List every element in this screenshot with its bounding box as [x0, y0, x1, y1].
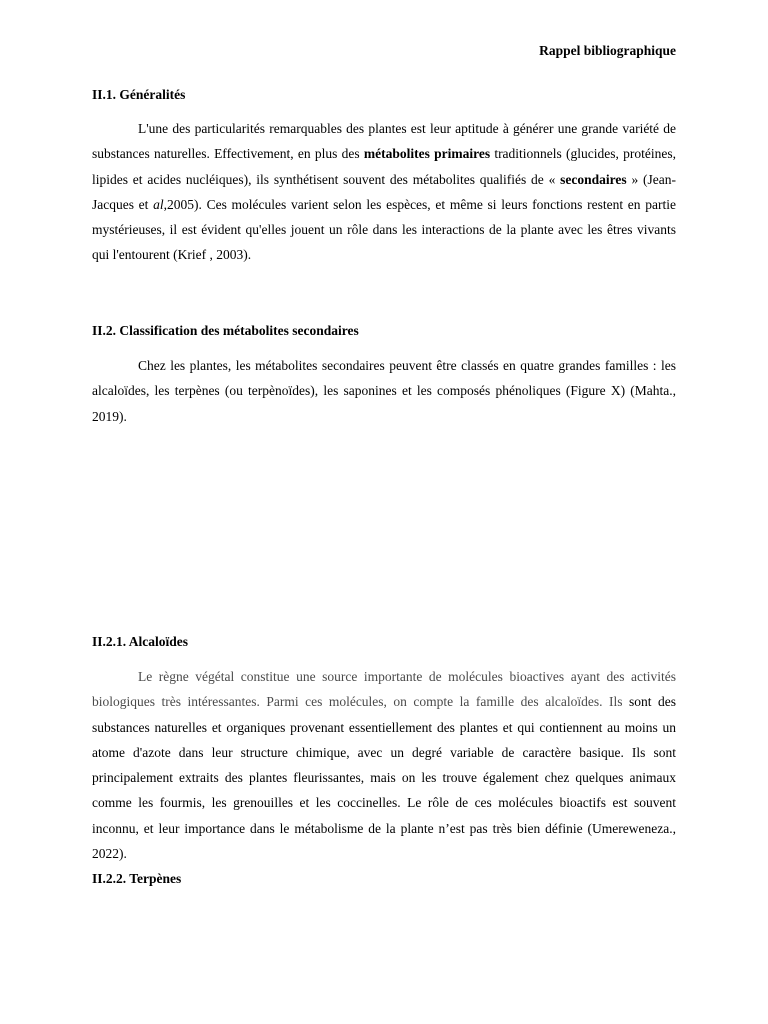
text-run: sont des substances naturelles et organiques provenant essentiellement des plantes et qui contiennent au moins un atome d'azote dans leur structure chimique, avec un degré variable de caractère basique. Ils sont principalement extraits des plantes fleurissantes, mais on les trouve également chez quelques animaux comme les fourmis, les grenouilles et les coccinelles. Le rôle de ces molécules bioactifs est souvent inconnu, et leur importance dans le métabolisme de la plante n’est pas très bien définie (Umereweneza., 2022).	[92, 694, 676, 862]
bold-term-secondaires: secondaires	[560, 171, 627, 187]
bold-term-primaires: métabolites primaires	[363, 146, 491, 162]
section-heading-classification: II.2. Classification des métabolites secondaires	[92, 323, 359, 338]
text-run: traditionnels (glucides, protéines, lipides et acides nucléiques), ils synthétisent souvent des métabolites qualifiés de «	[92, 146, 676, 187]
text-run: L'une des particularités remarquables des plantes est leur aptitude à générer une grande variété de substances naturelles. Effectivement, en plus des	[92, 121, 676, 162]
section-heading-terpenes: II.2.2. Terpènes	[92, 871, 182, 886]
paragraph-alcaloides	[92, 664, 676, 866]
text-run: » (Jean-Jacques et	[92, 171, 676, 212]
section-heading-generalites: II.1. Généralités	[92, 87, 186, 102]
italic-al: al	[153, 196, 164, 212]
text-run: ,2005). Ces molécules varient selon les espèces, et même si leurs fonctions restent en partie mystérieuses, il est évident qu'elles jouent un rôle dans les interactions de la plante avec les êtres vivants qui l'entourent (Krief , 2003).	[92, 196, 676, 263]
running-header: Rappel bibliographique	[539, 43, 676, 58]
paragraph-generalites	[92, 116, 676, 268]
paragraph-classification: Chez les plantes, les métabolites secondaires peuvent être classés en quatre grandes familles : les alcaloïdes, les terpènes (ou terpènoïdes), les saponines et les composés phénoliques (Figure X) (Mahta., 2019).	[92, 358, 676, 424]
gray-text-run: Le règne végétal constitue une source importante de molécules bioactives ayant des activités biologiques très intéressantes. Parmi ces molécules, on compte la famille des alcaloïdes. Ils	[92, 669, 676, 710]
section-heading-alcaloides: II.2.1. Alcaloïdes	[92, 634, 189, 649]
